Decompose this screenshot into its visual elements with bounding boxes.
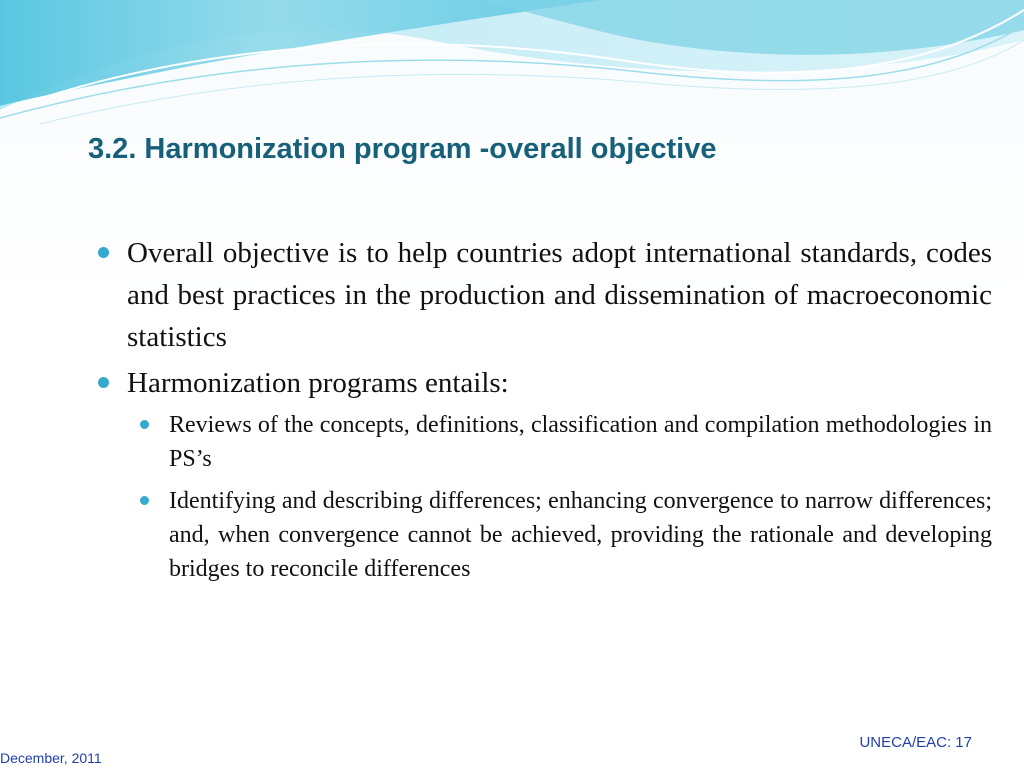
slide-title: 3.2. Harmonization program -overall objective — [88, 133, 717, 165]
bullet-item — [98, 232, 992, 358]
bullet-text: Overall objective is to help countries adopt international standards, codes and best practices in the production and dissemination of macroeconomic statistics — [127, 237, 992, 353]
sub-bullet-item — [140, 484, 992, 586]
footer-date: December, 2011 — [0, 750, 102, 766]
bullet-item — [98, 362, 992, 404]
sub-bullet-text: Reviews of the concepts, definitions, classification and compilation methodologies in PS’s — [169, 412, 992, 472]
sub-bullet-text: Identifying and describing differences; enhancing convergence to narrow differences; and, when convergence cannot be achieved, providing the rationale and developing bridges to reconcile differences — [169, 488, 992, 582]
bullet-dot-icon — [98, 377, 109, 388]
sub-bullet-dot-icon — [140, 496, 149, 505]
footer-page-number: UNECA/EAC: 17 — [859, 734, 972, 751]
bullet-text: Harmonization programs entails: — [127, 367, 509, 399]
bullet-list — [98, 232, 992, 594]
sub-bullet-list — [98, 408, 992, 586]
sub-bullet-item — [140, 408, 992, 476]
header-wave-decoration — [0, 0, 1024, 130]
bullet-dot-icon — [98, 247, 109, 258]
sub-bullet-dot-icon — [140, 420, 149, 429]
